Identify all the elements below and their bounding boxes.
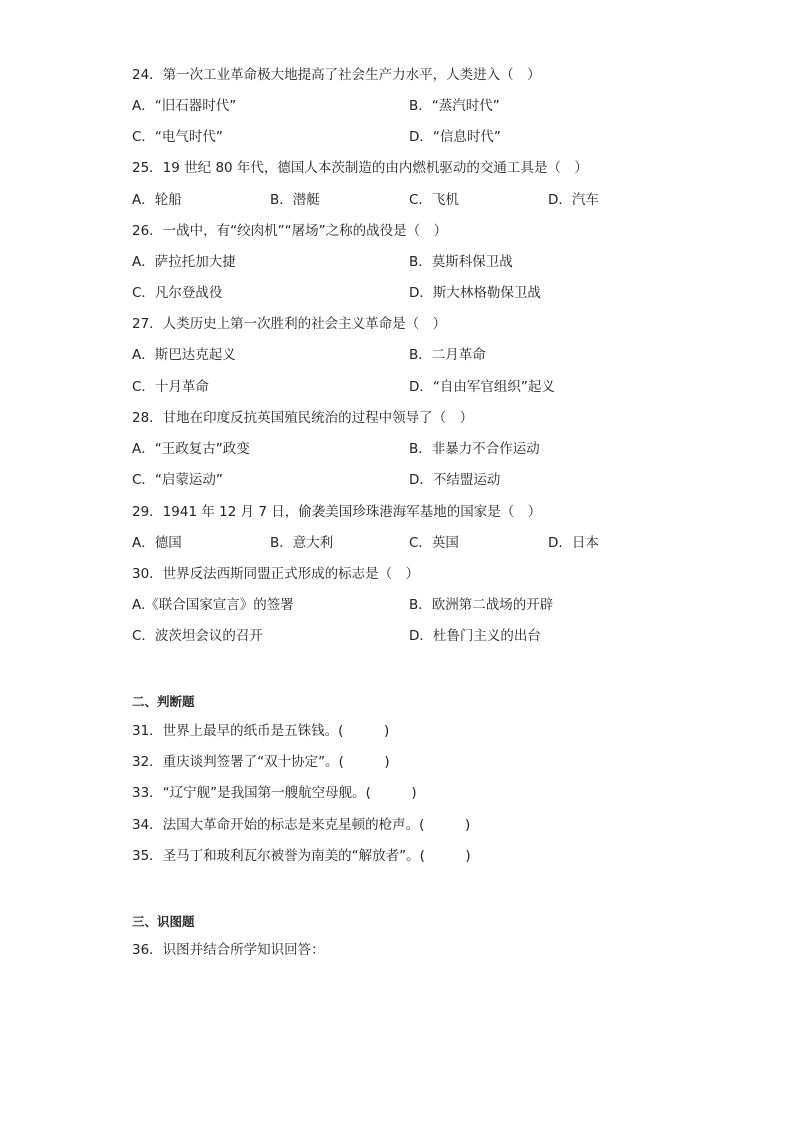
question-35: 35．圣马丁和玻利瓦尔被誉为南美的“解放者”。( ) [132, 848, 471, 864]
question-26-option-d: D．斯大林格勒保卫战 [409, 285, 541, 301]
question-29-option-c: C．英国 [409, 535, 459, 551]
question-25-option-a: A．轮船 [132, 192, 182, 208]
question-30-option-d: D．杜鲁门主义的出台 [409, 628, 541, 644]
question-36: 36．识图并结合所学知识回答： [132, 942, 325, 958]
question-27-option-b: B．二月革命 [409, 347, 486, 363]
question-27-option-d: D．“自由军官组织”起义 [409, 379, 555, 395]
question-29-option-a: A．德国 [132, 535, 182, 551]
question-26-option-b: B．莫斯科保卫战 [409, 254, 513, 270]
question-24-option-d: D．“信息时代” [409, 129, 501, 145]
question-26-stem: 26．一战中，有“绞肉机”“屠场”之称的战役是（ ） [132, 223, 448, 239]
question-28-option-c: C．“启蒙运动” [132, 472, 223, 488]
question-33: 33．“辽宁舰”是我国第一艘航空母舰。( ) [132, 785, 417, 801]
question-28-option-d: D．不结盟运动 [409, 472, 501, 488]
section-heading-true-false: 二、判断题 [132, 694, 195, 709]
question-24-option-c: C．“电气时代” [132, 129, 223, 145]
question-34: 34．法国大革命开始的标志是来克星顿的枪声。( ) [132, 817, 471, 833]
question-28-stem: 28．甘地在印度反抗英国殖民统治的过程中领导了（ ） [132, 410, 474, 426]
question-25-option-c: C．飞机 [409, 192, 459, 208]
question-32: 32．重庆谈判签署了“双十协定”。( ) [132, 754, 390, 770]
question-28-option-b: B．非暴力不合作运动 [409, 441, 540, 457]
question-27-option-a: A．斯巴达克起义 [132, 347, 236, 363]
question-31: 31．世界上最早的纸币是五铢钱。( ) [132, 723, 390, 739]
question-25-option-d: D．汽车 [548, 192, 599, 208]
question-29-stem: 29．1941 年 12 月 7 日，偷袭美国珍珠港海军基地的国家是（ ） [132, 504, 542, 520]
question-30-option-b: B．欧洲第二战场的开辟 [409, 597, 554, 613]
question-29-option-b: B．意大利 [270, 535, 334, 551]
question-27-option-c: C．十月革命 [132, 379, 209, 395]
question-24-stem: 24．第一次工业革命极大地提高了社会生产力水平，人类进入（ ） [132, 67, 541, 83]
question-26-option-a: A．萨拉托加大捷 [132, 254, 236, 270]
question-29-option-d: D．日本 [548, 535, 599, 551]
question-24-option-b: B．“蒸汽时代” [409, 98, 500, 114]
question-24-option-a: A．“旧石器时代” [132, 98, 237, 114]
section-heading-map-reading: 三、识图题 [132, 914, 195, 929]
question-25-stem: 25．19 世纪 80 年代，德国人本茨制造的由内燃机驱动的交通工具是（ ） [132, 160, 588, 176]
question-27-stem: 27．人类历史上第一次胜利的社会主义革命是（ ） [132, 316, 447, 332]
question-26-option-c: C．凡尔登战役 [132, 285, 223, 301]
question-25-option-b: B．潜艇 [270, 192, 320, 208]
question-30-option-a: A.《联合国家宣言》的签署 [132, 597, 294, 613]
question-28-option-a: A．“王政复古”政变 [132, 441, 250, 457]
question-30-stem: 30．世界反法西斯同盟正式形成的标志是（ ） [132, 566, 420, 582]
question-30-option-c: C．波茨坦会议的召开 [132, 628, 263, 644]
